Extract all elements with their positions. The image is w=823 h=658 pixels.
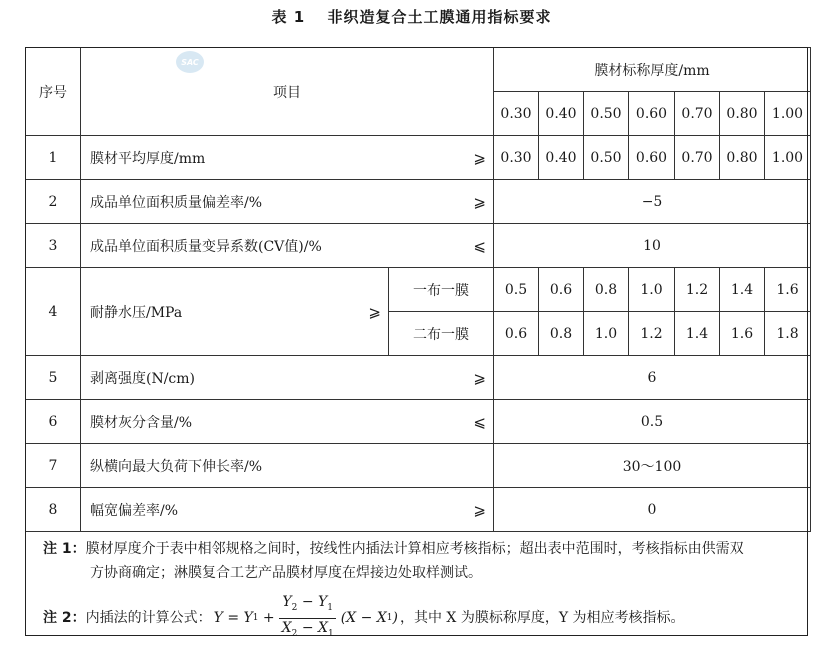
- note-2-suffix: ，其中 X 为膜标称厚度，Y 为相应考核指标。: [399, 610, 685, 627]
- row-value: 0.6: [539, 268, 584, 312]
- thickness-header: 0.70: [675, 92, 720, 136]
- row-value: 0.70: [675, 136, 720, 180]
- thickness-header: 0.30: [494, 92, 539, 136]
- row-item-label: 剥离强度(N/cm): [90, 370, 196, 387]
- row-value: 6: [494, 356, 811, 400]
- row-value: 0.5: [494, 268, 539, 312]
- row-item-label: 膜材灰分含量/%: [90, 414, 193, 431]
- row-value: 0.8: [584, 268, 629, 312]
- row-value: 1.6: [720, 312, 765, 356]
- row-value: 0.40: [539, 136, 584, 180]
- table-notes: [43, 537, 803, 644]
- thickness-group-header: 膜材标称厚度/mm: [494, 48, 811, 92]
- row-item-label: 纵横向最大负荷下伸长率/%: [90, 458, 263, 475]
- sub-item-label: 一布一膜: [389, 268, 494, 312]
- row-seq: 8: [26, 488, 81, 532]
- row-value: 0.5: [494, 400, 811, 444]
- row-value: 0.8: [539, 312, 584, 356]
- row-seq: 4: [26, 268, 81, 356]
- formula-fraction: $\frac{Y_2 - Y_1}{X_2 - X_1}$: [279, 593, 337, 644]
- row-value: 1.4: [720, 268, 765, 312]
- interpolation-formula: Y = Y 1 + $\frac{Y_2 - Y_1}{X_2 - X_1}$ (X − X 1 ): [214, 593, 398, 644]
- thickness-header: 1.00: [765, 92, 811, 136]
- row-value: −5: [494, 180, 811, 224]
- row-value: 1.0: [629, 268, 675, 312]
- row-value: 0: [494, 488, 811, 532]
- row-value: 1.8: [765, 312, 811, 356]
- note-1-continuation: 方协商确定；淋膜复合工艺产品膜材厚度在焊接边处取样测试。: [90, 565, 482, 581]
- row-operator: ⩾: [473, 368, 486, 387]
- sub-item-label: 二布一膜: [389, 312, 494, 356]
- row-seq: 5: [26, 356, 81, 400]
- row-seq: 3: [26, 224, 81, 268]
- row-operator: ⩾: [368, 302, 381, 321]
- row-operator: ⩽: [473, 236, 486, 255]
- thickness-header: 0.60: [629, 92, 675, 136]
- row-item-label: 成品单位面积质量偏差率/%: [90, 194, 263, 211]
- row-value: 1.0: [584, 312, 629, 356]
- note-2: [43, 593, 803, 644]
- table-title: 非织造复合土工膜通用指标要求: [327, 8, 552, 26]
- sac-logo: SAC: [176, 51, 204, 73]
- item-header-label: 项目: [273, 84, 301, 101]
- row-value: 1.6: [765, 268, 811, 312]
- row-value: 0.50: [584, 136, 629, 180]
- row-operator: ⩽: [473, 412, 486, 431]
- note-1-lead: 注 1：: [43, 541, 86, 557]
- row-item-label: 幅宽偏差率/%: [90, 502, 179, 519]
- note-2-prefix: 内插法的计算公式：: [85, 610, 212, 627]
- row-operator: ⩾: [473, 148, 486, 167]
- row-operator: ⩾: [473, 500, 486, 519]
- row-value: 1.2: [675, 268, 720, 312]
- row-seq: 6: [26, 400, 81, 444]
- thickness-header: 0.50: [584, 92, 629, 136]
- table-caption: [0, 6, 823, 27]
- row-value: 0.30: [494, 136, 539, 180]
- row-value: 1.4: [675, 312, 720, 356]
- row-value: 1.2: [629, 312, 675, 356]
- row-operator: ⩾: [473, 192, 486, 211]
- row-item-label: 膜材平均厚度/mm: [90, 150, 206, 167]
- row-value: 0.6: [494, 312, 539, 356]
- row-value: 30～100: [494, 444, 811, 488]
- row-value: 10: [494, 224, 811, 268]
- row-item-label: 耐静水压/MPa: [90, 304, 183, 321]
- row-item-label: 成品单位面积质量变异系数(CV值)/%: [90, 238, 322, 255]
- thickness-header: 0.80: [720, 92, 765, 136]
- seq-header: 序号: [26, 48, 81, 136]
- table-number: 表 1: [271, 8, 306, 26]
- row-seq: 2: [26, 180, 81, 224]
- row-seq: 7: [26, 444, 81, 488]
- row-value: 0.60: [629, 136, 675, 180]
- row-seq: 1: [26, 136, 81, 180]
- note-1-line-1: 膜材厚度介于表中相邻规格之间时，按线性内插法计算相应考核指标；超出表中范围时，考核指标由供需双: [85, 541, 744, 557]
- note-2-lead: 注 2：: [43, 610, 86, 627]
- thickness-header: 0.40: [539, 92, 584, 136]
- note-1: [43, 537, 803, 561]
- row-value: 1.00: [765, 136, 811, 180]
- row-value: 0.80: [720, 136, 765, 180]
